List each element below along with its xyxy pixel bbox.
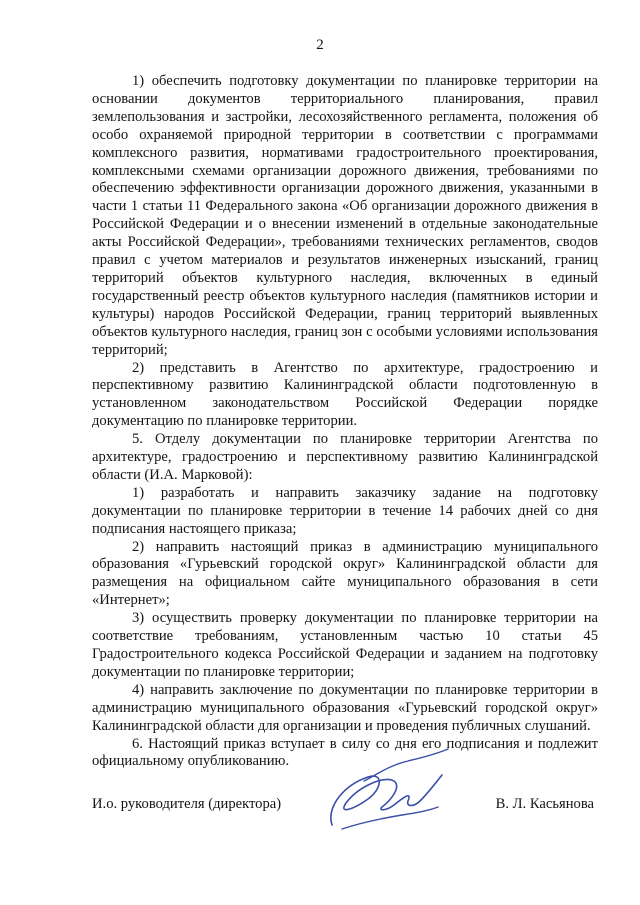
signature-block — [92, 745, 598, 835]
handwritten-signature-icon — [324, 745, 454, 835]
paragraph-5-item-4: 4) направить заключение по документации по планировке территории в администрацию муниципального образования «Гурьевский городской округ» Калининградской области для организации и проведения публичных слушаний. — [92, 681, 598, 734]
paragraph-item-2: 2) представить в Агентство по архитектуре, градостроению и перспективному развитию Калининградской области подготовленную в установленном законодательством Российской Федерации порядке документацию по планировке территории. — [92, 359, 598, 430]
paragraph-section-5: 5. Отделу документации по планировке территории Агентства по архитектуре, градостроению и перспективному развитию Калининградской области (И.А. Марковой): — [92, 431, 598, 483]
document-body — [92, 73, 598, 771]
signatory-position: И.о. руководителя (директора) — [92, 796, 282, 812]
page-number: 2 — [316, 37, 324, 53]
paragraph-item-1: 1) обеспечить подготовку документации по планировке территории на основании документов территориального планирования, правил землепользования и застройки, лесохозяйственного регламента, положения об особо охраняемой природной территории в соответствии с программами комплексного развития, нормативами градостроительного проектирования, комплексными схемами организации дорожного движения, требованиями по обеспечению эффективности организации дорожного движения, указанными в части 1 статьи 11 Федерального закона «Об организации дорожного движения в Российской Федерации и о внесении изменений в отдельные законодательные акты Российской Федерации», требованиями технических регламентов, сводов правил с учетом материалов и результатов инженерных изысканий, границ территорий объектов культурного наследия, включенных в единый государственный реестр объектов культурного наследия (памятников истории и культуры) народов Российской Федерации, границ территорий выявленных объектов культурного наследия, границ зон с особыми условиями использования территорий; — [92, 73, 598, 358]
paragraph-section-6: 6. Настоящий приказ вступает в силу со дня его подписания и подлежит официальному опубликованию. — [92, 735, 598, 770]
paragraph-5-item-3: 3) осуществить проверку документации по планировке территории на соответствие требованиям, установленным частью 10 статьи 45 Градостроительного кодекса Российской Федерации и заданием на подготовку документации по планировке территории; — [92, 610, 598, 680]
paragraph-5-item-1: 1) разработать и направить заказчику задание на подготовку документации по планировке территории в течение 14 рабочих дней со дня подписания настоящего приказа; — [92, 484, 598, 537]
paragraph-5-item-2: 2) направить настоящий приказ в администрацию муниципального образования «Гурьевский городской округ» Калининградской области для размещения на официальном сайте муниципального образования в сети «Интернет»; — [92, 538, 598, 609]
signatory-name: В. Л. Касьянова — [495, 796, 594, 812]
